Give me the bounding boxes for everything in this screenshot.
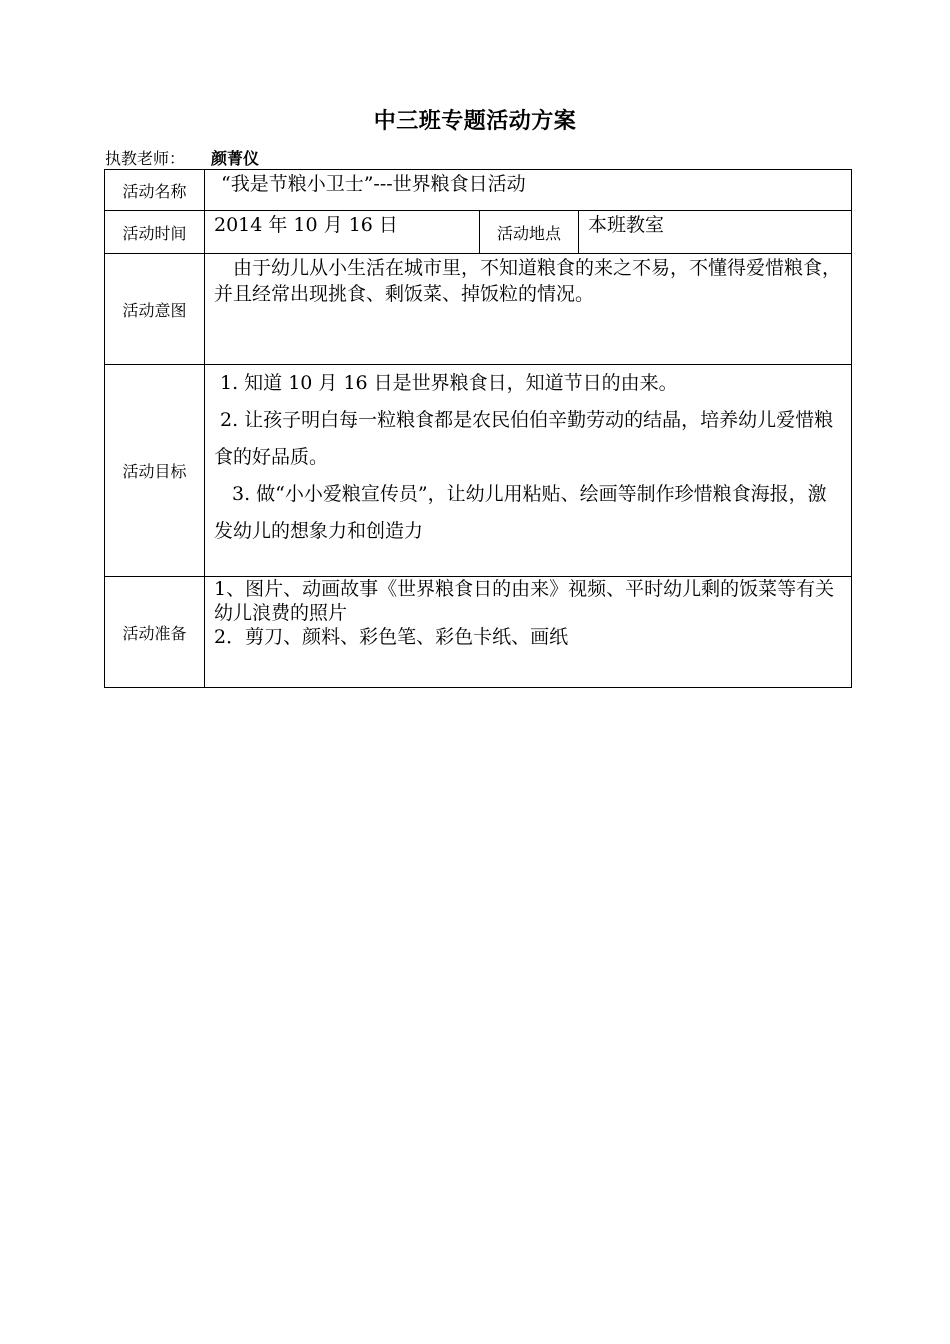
activity-name-label: 活动名称: [105, 170, 205, 211]
activity-time-value: 2014 年 10 月 16 日: [214, 214, 398, 236]
teacher-line: [105, 146, 259, 169]
activity-intent-cell: [205, 254, 852, 365]
teacher-label: 执教老师：: [105, 149, 186, 168]
activity-intent-text: 由于幼儿从小生活在城市里，不知道粮食的来之不易，不懂得爱惜粮食，并且经常出现挑食、剩饭菜、掉饭粒的情况。: [214, 257, 842, 305]
row-activity-time: [105, 211, 852, 254]
row-activity-prep: [105, 577, 852, 688]
activity-name-cell: [205, 170, 852, 211]
activity-place-value: 本班教室: [588, 214, 665, 236]
activity-goals-cell: [205, 365, 852, 577]
goal-item: 2. 让孩子明白每一粒粮食都是农民伯伯辛勤劳动的结晶，培养幼儿爱惜粮食的好品质。: [214, 409, 834, 468]
teacher-name: 颜菁仪: [211, 149, 260, 168]
prep-list: [205, 577, 851, 649]
activity-goals-label: 活动目标: [105, 365, 205, 577]
goal-item: 3. 做“小小爱粮宣传员”，让幼儿用粘贴、绘画等制作珍惜粮食海报，激发幼儿的想象力和创造力: [214, 483, 827, 542]
activity-place-label: 活动地点: [480, 211, 579, 254]
activity-time-cell: [205, 211, 480, 254]
row-activity-intent: [105, 254, 852, 365]
prep-item: 1、图片、动画故事《世界粮食日的由来》视频、平时幼儿剩的饭菜等有关幼儿浪费的照片: [214, 578, 835, 624]
activity-name-value: “我是节粮小卫士”---世界粮食日活动: [221, 173, 526, 195]
goals-list: [205, 365, 851, 550]
activity-prep-cell: [205, 577, 852, 688]
goal-item: 1. 知道 10 月 16 日是世界粮食日，知道节日的由来。: [220, 372, 678, 394]
activity-plan-table: [104, 169, 852, 688]
activity-time-label: 活动时间: [105, 211, 205, 254]
activity-intent-label: 活动意图: [105, 254, 205, 365]
row-activity-name: [105, 170, 852, 211]
row-activity-goals: [105, 365, 852, 577]
activity-prep-label: 活动准备: [105, 577, 205, 688]
activity-place-cell: [579, 211, 852, 254]
page-title: 中三班专题活动方案: [373, 109, 577, 134]
prep-item: 2．剪刀、颜料、彩色笔、彩色卡纸、画纸: [214, 626, 569, 648]
